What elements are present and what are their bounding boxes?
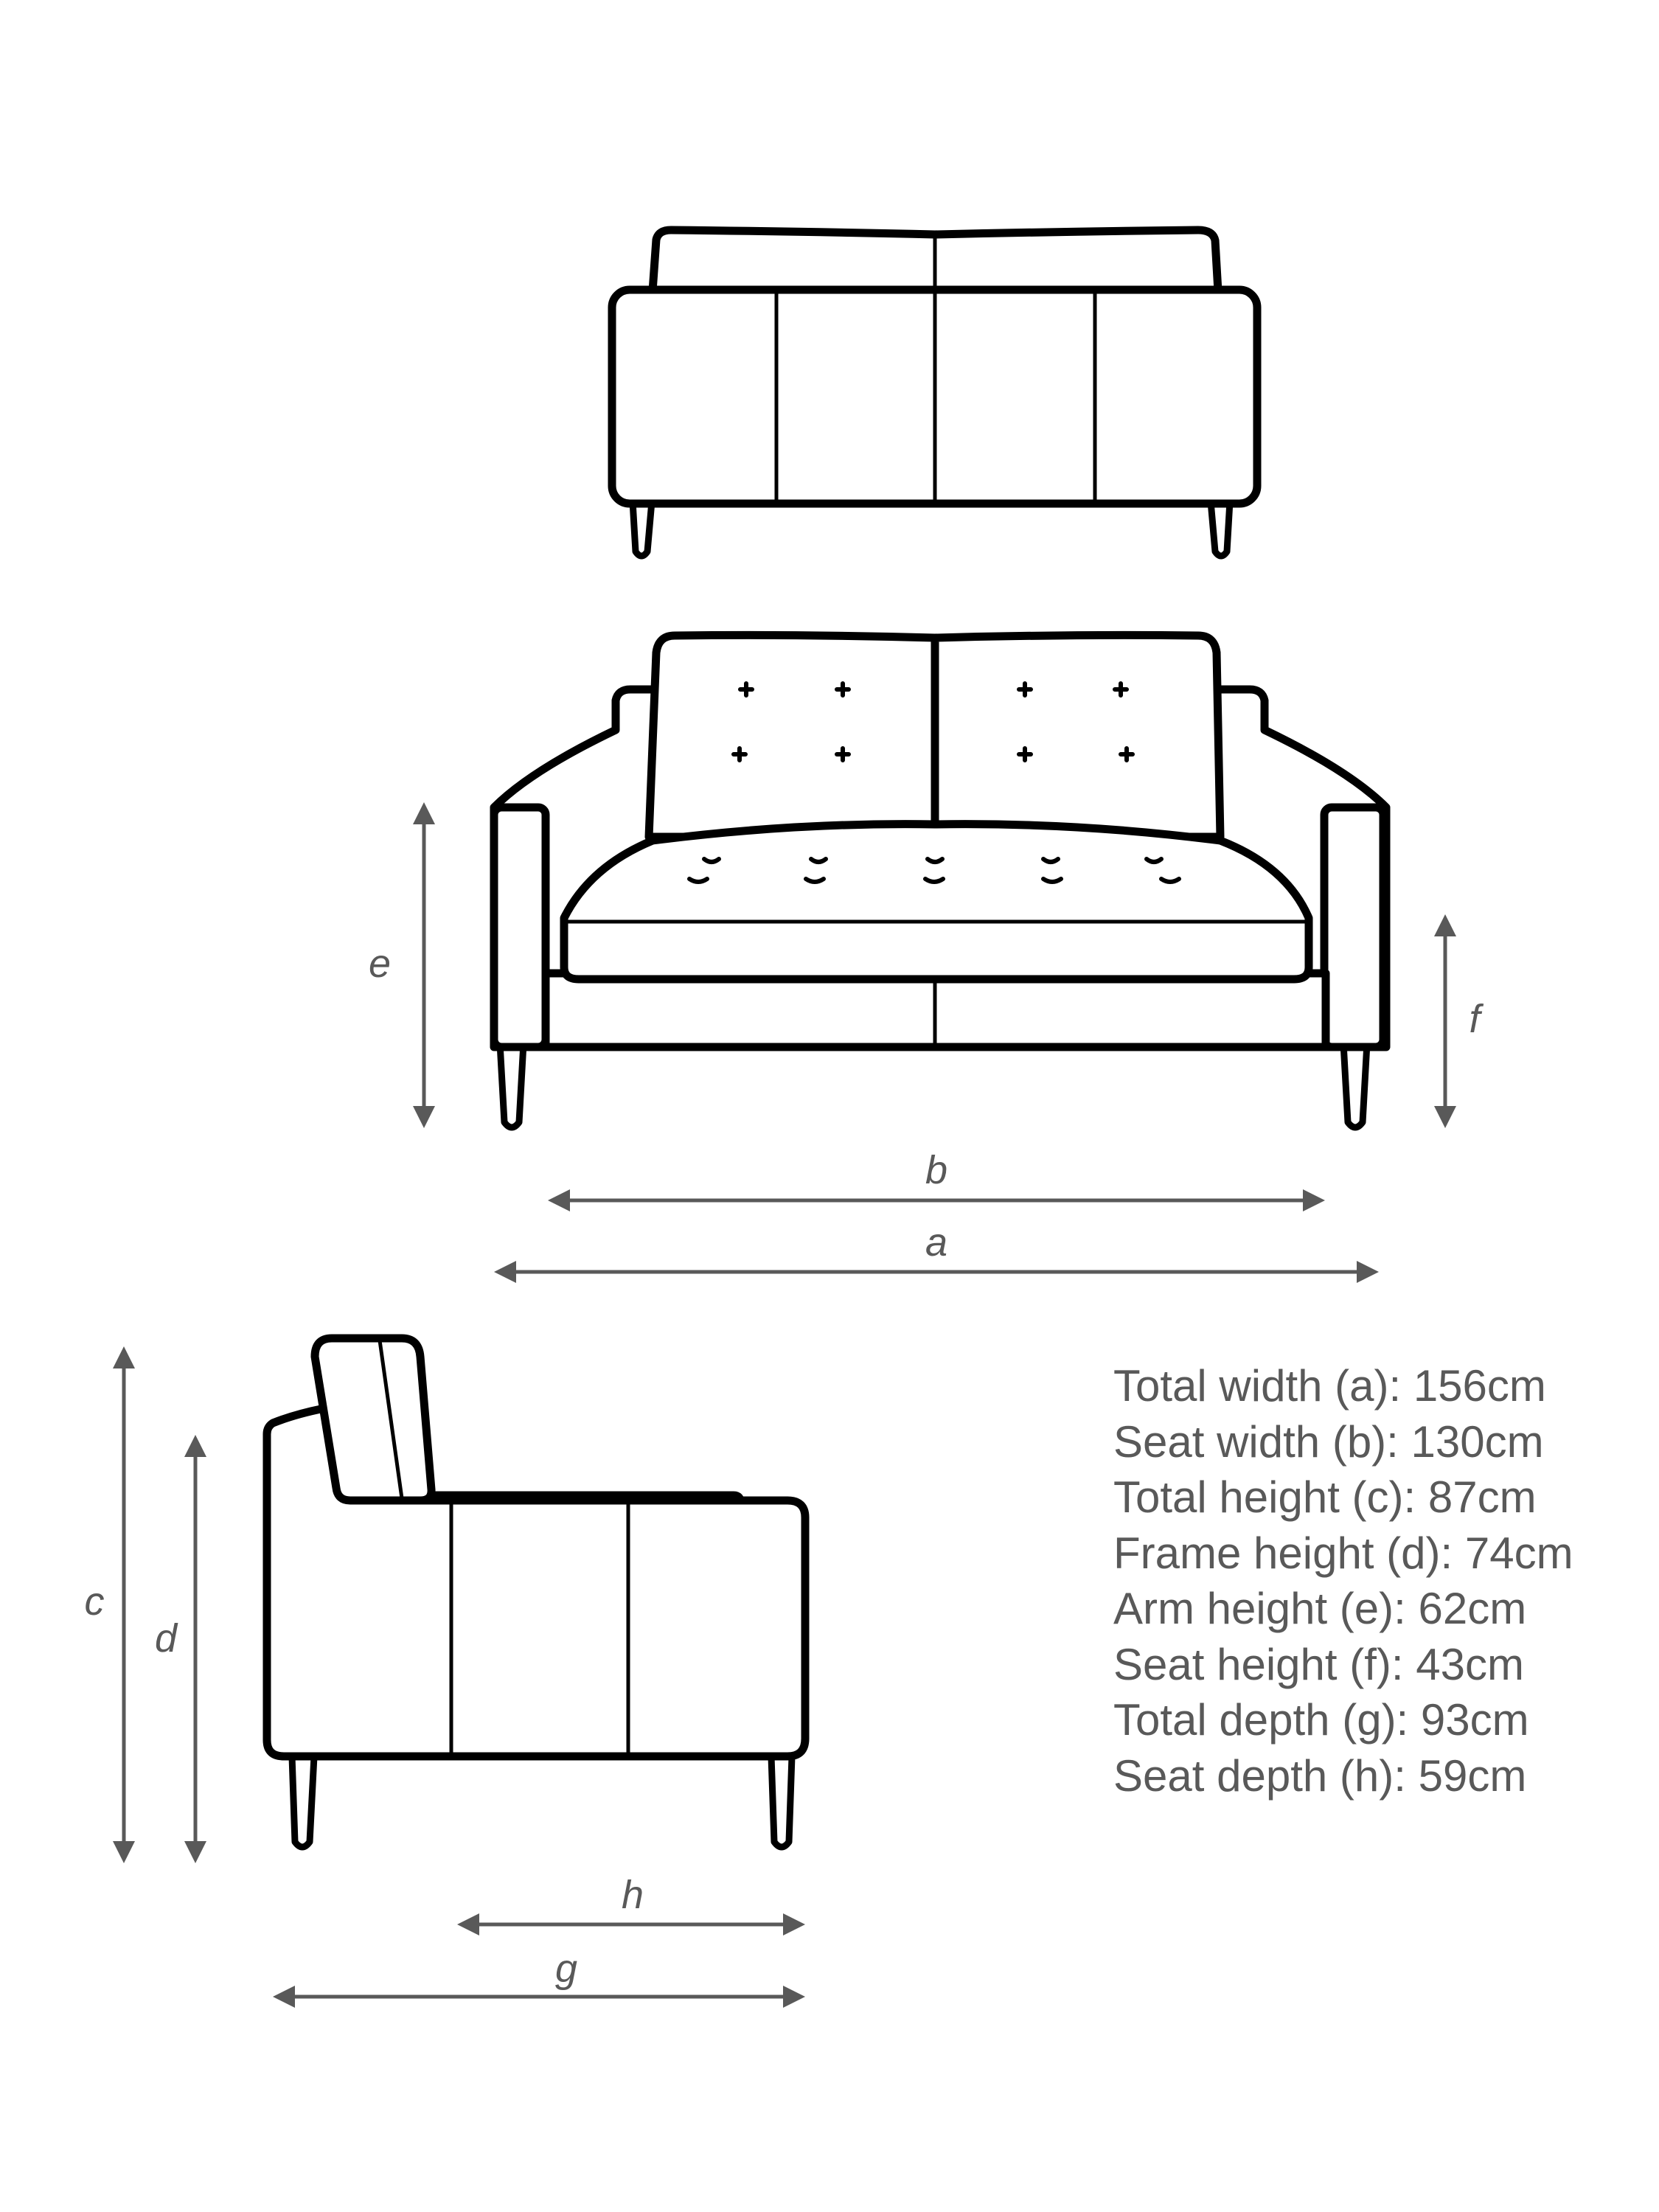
dimension-b — [548, 1148, 1325, 1211]
spec-total-height: Total height (c): 87cm — [1113, 1472, 1537, 1522]
spec-arm-height: Arm height (e): 62cm — [1113, 1584, 1527, 1633]
sofa-side-view — [267, 1338, 805, 1847]
spec-seat-width: Seat width (b): 130cm — [1113, 1416, 1544, 1467]
front-seat-cushion — [564, 824, 1309, 979]
dimension-e — [369, 802, 435, 1128]
spec-seat-depth: Seat depth (h): 59cm — [1113, 1750, 1527, 1801]
dim-label-h: h — [621, 1873, 644, 1917]
dim-label-a: a — [925, 1220, 948, 1265]
sofa-back-view — [612, 230, 1257, 556]
dim-label-e: e — [368, 942, 392, 986]
back-right-leg — [1211, 501, 1230, 556]
spec-total-width: Total width (a): 156cm — [1113, 1361, 1546, 1411]
dimension-d — [155, 1435, 206, 1863]
dim-label-g: g — [554, 1947, 578, 1991]
front-right-arm — [1324, 807, 1383, 1047]
dim-label-d: d — [154, 1616, 178, 1660]
dim-label-f: f — [1469, 997, 1481, 1041]
spec-frame-height: Frame height (d): 74cm — [1113, 1528, 1573, 1578]
sofa-front-view — [494, 635, 1386, 1127]
front-back-cushion-left — [649, 635, 935, 837]
front-left-leg — [500, 1043, 524, 1127]
dimension-f — [1434, 914, 1484, 1128]
back-left-leg — [633, 501, 652, 556]
side-front-leg — [771, 1756, 792, 1847]
dimension-spec-list — [1113, 1358, 1573, 1804]
front-right-leg — [1343, 1043, 1367, 1127]
dim-label-b: b — [925, 1148, 948, 1192]
spec-total-depth: Total depth (g): 93cm — [1113, 1695, 1529, 1745]
dimension-h — [457, 1873, 805, 1935]
dimension-g — [273, 1947, 805, 2008]
front-back-cushion-right — [935, 635, 1220, 837]
side-back-leg — [292, 1756, 314, 1847]
spec-seat-height: Seat height (f): 43cm — [1113, 1639, 1524, 1689]
dimension-c — [85, 1346, 136, 1863]
dim-label-c: c — [84, 1579, 105, 1624]
dimension-a — [494, 1220, 1379, 1283]
front-left-arm — [494, 807, 546, 1047]
side-back-cushion — [315, 1338, 431, 1500]
